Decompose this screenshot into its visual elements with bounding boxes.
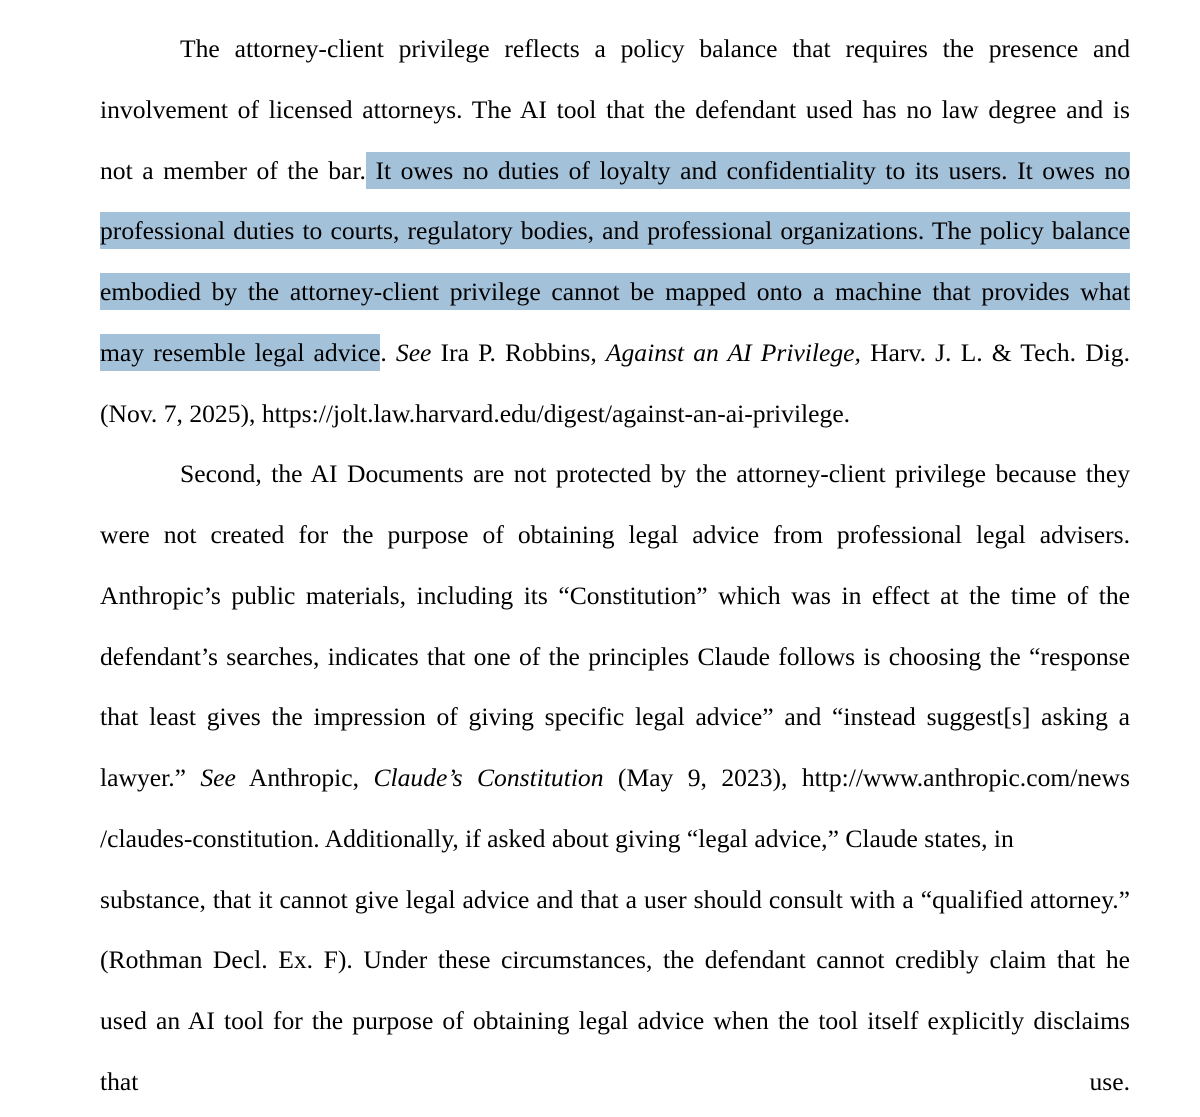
text-segment: Anthropic,: [235, 763, 374, 792]
text-segment: Anthropic’s public materials, including its “Constitution” which was in effect at the time of the: [100, 580, 1130, 610]
highlighted-text: professional duties to courts, regulatory bodies, and professional organizations. The policy balance: [100, 212, 1130, 249]
text-line: [100, 80, 1130, 141]
italic-text: See: [200, 763, 236, 792]
italic-text: Against an AI Privilege,: [605, 337, 861, 367]
text-line: [100, 19, 1130, 80]
text-line: [100, 505, 1130, 566]
document-body: [100, 19, 1130, 1113]
text-line: [100, 384, 1130, 445]
text-segment: were not created for the purpose of obtaining legal advice from professional legal advisers.: [100, 520, 1130, 549]
text-segment: Harv. J. L. & Tech. Dig.: [860, 337, 1130, 367]
text-line: [100, 991, 1130, 1052]
text-segment: (Nov. 7, 2025), https://jolt.law.harvard.edu/digest/against-an-ai-privilege.: [100, 398, 851, 428]
text-segment: substance, that it cannot give legal advice and that a user should consult with a “qualified attorney.”: [100, 884, 1130, 914]
text-line: [100, 566, 1130, 627]
text-segment: Second, the AI Documents are not protected by the attorney-client privilege because they: [180, 459, 1130, 489]
text-line: [100, 627, 1130, 688]
text-segment: /claudes-constitution. Additionally, if asked about giving “legal advice,” Claude states, in: [100, 823, 1014, 853]
text-segment: defendant’s searches, indicates that one of the principles Claude follows is choosing the “response: [100, 641, 1130, 671]
text-segment: (Rothman Decl. Ex. F). Under these circumstances, the defendant cannot credibly claim that he: [100, 945, 1130, 975]
text-line: [100, 1052, 1130, 1113]
text-line: [100, 687, 1130, 748]
text-segment: used an AI tool for the purpose of obtaining legal advice when the tool itself explicitly disclaims: [100, 1006, 1130, 1035]
text-segment: involvement of licensed attorneys. The AI tool that the defendant used has no law degree and is: [100, 94, 1130, 124]
highlighted-text: It owes no duties of loyalty and confidentiality to its users. It owes no: [366, 152, 1130, 189]
text-segment: lawyer.”: [100, 763, 201, 792]
text-segment: .: [380, 337, 396, 367]
text-line: [100, 323, 1130, 384]
text-segment: that least gives the impression of giving specific legal advice” and “instead suggest[s] asking a: [100, 702, 1130, 732]
italic-text: Claude’s Constitution: [373, 763, 604, 792]
italic-text: See: [395, 337, 432, 367]
text-line: [100, 444, 1130, 505]
text-segment: Ira P. Robbins,: [431, 337, 606, 367]
text-segment: not a member of the bar.: [100, 155, 366, 185]
text-line: [100, 201, 1130, 262]
text-segment: (May 9, 2023), http://www.anthropic.com/news: [603, 763, 1130, 792]
text-line: [100, 748, 1130, 809]
text-line: [100, 809, 1130, 870]
text-line: [100, 262, 1130, 323]
highlighted-text: may resemble legal advice: [100, 334, 380, 371]
text-line: [100, 930, 1130, 991]
highlighted-text: embodied by the attorney-client privilege cannot be mapped onto a machine that provides what: [100, 273, 1130, 310]
text-segment: that use.: [100, 1066, 1130, 1096]
paragraph: [100, 19, 1130, 444]
text-line: [100, 141, 1130, 202]
text-segment: The attorney-client privilege reflects a policy balance that requires the presence and: [180, 34, 1130, 63]
text-line: [100, 870, 1130, 931]
paragraph: [100, 444, 1130, 1112]
